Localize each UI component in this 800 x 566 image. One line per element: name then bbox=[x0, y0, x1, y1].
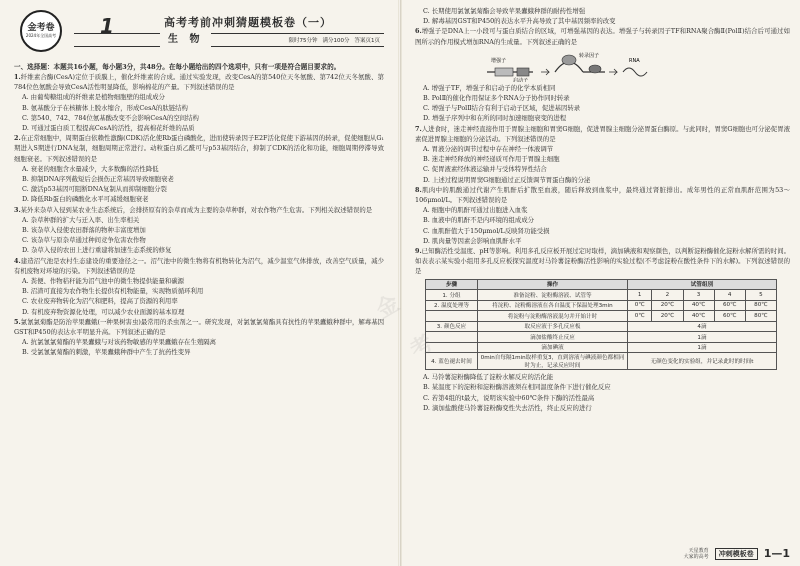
option: A. 杂草种群的扩大与迁入率、出生率相关 bbox=[22, 215, 140, 224]
option: B. 某温度下的淀粉和淀粉酶溶液须在相同温度条件下进行催化反应 bbox=[423, 383, 611, 392]
question-number: 4. bbox=[14, 256, 21, 265]
option: B. 该杂草入侵使农田群落的物种丰富度增加 bbox=[22, 226, 146, 235]
page-footer bbox=[684, 547, 790, 560]
option: A. 细胞中的肌酐可通过出胞进入血浆 bbox=[423, 206, 528, 215]
span-cell: 无颜色变化的实验组，并记录此时的时间t bbox=[628, 353, 777, 370]
option: D. 解毒基因GST和P450的表达水平升高导致了其中基因频率的改变 bbox=[423, 17, 616, 26]
question-8 bbox=[415, 185, 790, 205]
value-cell: 20℃ bbox=[652, 311, 683, 322]
footer-brand bbox=[684, 548, 709, 560]
operation-cell: 0min自每隔1min取样重复3，直到溶液与碘液颜色都相同时为止，记录反应时间 bbox=[478, 353, 628, 370]
question-5 bbox=[14, 317, 384, 337]
logo-subtext: 2024年全国高考 bbox=[25, 33, 57, 38]
value-cell: 4 bbox=[714, 290, 745, 301]
option: D. 滴加盐酸使马铃薯淀粉酶变性失去活性，终止反应的进行 bbox=[423, 403, 592, 412]
option: C. 该杂草与原杂草通过种间竞争危害农作物 bbox=[22, 236, 146, 245]
brand-logo bbox=[20, 10, 62, 52]
table-body bbox=[426, 290, 777, 370]
option: B. 氨基酸分子在核糖体上脱水缩合，形成CesA的肽链结构 bbox=[22, 103, 188, 112]
table-header: 步骤 bbox=[426, 279, 478, 290]
span-cell: 4滴 bbox=[628, 321, 777, 332]
option: B. 血液中的肌酐不是内环境的组成成分 bbox=[423, 216, 535, 225]
footer-paper-name: 冲刺模板卷 bbox=[715, 548, 758, 560]
option: D. 上述过程说明胃窦G细胞通过正反馈调节胃蛋白酶的分泌 bbox=[423, 175, 591, 184]
enhancer-diagram-svg bbox=[485, 48, 655, 82]
question-stem: 在正常细胞中，周期蛋白依赖性激酶(CDK)活化使Rb蛋白磷酸化，进而使转录因子E2F活化促使下游基因的转录，促使细胞从G₁期进入S期进行DNA复制，细胞周期正常进行。动粒蛋白质乙酰可与p53基因结合，抑制了CDK的活化和功能，细胞周期停滞导致细胞衰老。下列叙述错误的是 bbox=[14, 134, 384, 163]
value-cell: 40℃ bbox=[683, 311, 714, 322]
question-stem: 人进食时，迷走神经直接作用于胃腺主细胞和胃窦G细胞，促进胃腺主细胞分泌胃蛋白酶原。与此同时，胃窦G细胞也可分泌促胃液素促进胃腺主细胞的分泌活动。下列叙述错误的是 bbox=[415, 124, 790, 143]
table-header: 操作 bbox=[478, 279, 628, 290]
table-row bbox=[426, 332, 777, 343]
time-limit: 限时75分钟 bbox=[288, 38, 318, 44]
table-row bbox=[426, 342, 777, 353]
value-cell: 40℃ bbox=[683, 300, 714, 311]
watermark-char: 考 bbox=[405, 330, 438, 364]
question-number: 6. bbox=[415, 27, 422, 36]
question-stem: 肌肉中的肌酸通过代谢产生肌酐后扩散至血液，随后释放到血浆中，最终通过肾脏排出。成年男性的正常血肌酐范围为53～106μmol/L。下列叙述错误的是 bbox=[415, 185, 790, 205]
value-cell: 80℃ bbox=[745, 300, 776, 311]
question-number: 3. bbox=[14, 205, 21, 214]
answer-page: 答案页1页 bbox=[354, 38, 380, 44]
question-2 bbox=[14, 133, 384, 164]
question-stem: 增强子是DNA上一小段可与蛋白质结合的区域，可增强基因的表达。增强子与转录因子TF和RNA聚合酶Ⅱ(PolⅡ)结合后可通过如图所示的作用模式增加RNA的生成量。下列叙述正确的是 bbox=[415, 27, 790, 46]
step-cell: 4. 蓝色褪去时间 bbox=[426, 353, 478, 370]
option: A. 马铃薯淀粉酶降低了淀粉水解反应的活化能 bbox=[423, 373, 554, 382]
question-stem: 建造沼气池是农村生态建设的重要途径之一。沼气池中的微生物将有机物转化为沼气，减少温室气体排放，改善空气质量，减少有机废物对环境的污染。下列叙述错误的是 bbox=[14, 256, 384, 275]
option: C. 农业废弃物转化为沼气和肥料，提高了资源的利用率 bbox=[22, 297, 178, 306]
step-cell: 1. 分组 bbox=[426, 290, 478, 301]
option: A. 衰老的细胞含水量减少，大多数酶的活性降低 bbox=[22, 164, 159, 173]
option: D. 降低Rb蛋白的磷酸化水平可减缓细胞衰老 bbox=[22, 195, 149, 204]
option: C. 促胃液素经体液运输并与受体特异性结合 bbox=[423, 165, 547, 174]
question-number: 2. bbox=[14, 134, 21, 143]
table-row bbox=[426, 311, 777, 322]
value-cell: 3 bbox=[683, 290, 714, 301]
logo-text: 金考卷 bbox=[27, 23, 55, 33]
option: B. 迷走神经释放的神经递质可作用于胃腺主细胞 bbox=[423, 155, 560, 164]
step-cell bbox=[426, 332, 478, 343]
option: B. 沼渣可直接为农作物生长提供有机物能量，实现物质循环利用 bbox=[22, 287, 204, 296]
value-cell: 1 bbox=[628, 290, 652, 301]
table-header: 试管组别 bbox=[628, 279, 777, 290]
value-cell: 5 bbox=[745, 290, 776, 301]
question-number: 9. bbox=[415, 247, 422, 256]
question-number: 5. bbox=[14, 317, 21, 326]
step-cell: 3. 颜色反应 bbox=[426, 321, 478, 332]
question-6 bbox=[415, 26, 790, 46]
question-number: 8. bbox=[415, 185, 422, 194]
value-cell: 2 bbox=[652, 290, 683, 301]
option: A. 抗氯氰氯菊酯的苹果蠹蛾与对该药物敏感的苹果蠹蛾存在生殖隔离 bbox=[22, 338, 217, 347]
question-list-left bbox=[14, 72, 384, 358]
table-row bbox=[426, 353, 777, 370]
paper-number: 1 bbox=[100, 14, 114, 38]
experiment-table bbox=[425, 279, 777, 371]
footer-brand-line: 大家的高考 bbox=[683, 553, 709, 560]
page-number: 1—1 bbox=[763, 547, 790, 560]
question-number: 1. bbox=[14, 73, 21, 81]
paper-header bbox=[14, 0, 384, 60]
option: C. 血肌酐值大于150μmol/L反映肾功能受损 bbox=[423, 226, 550, 235]
operation-cell: 准备淀粉、淀粉酶溶液、试管等 bbox=[478, 290, 628, 301]
watermark-char: 金 bbox=[371, 290, 404, 324]
option: A. 增强子TF，增强子和启动子的化学本质相同 bbox=[423, 83, 556, 92]
value-cell: 0℃ bbox=[628, 300, 652, 311]
question-stem: 某外来杂草入侵到某农业生态系统后，会排挤原有的杂草而成为主要的杂草种群，对农作物产生危害。下列相关叙述错误的是 bbox=[20, 205, 373, 214]
option: D. 肌肉量等因素会影响血肌酐水平 bbox=[423, 236, 522, 245]
operation-cell: 取反应液于多孔反应板 bbox=[478, 321, 628, 332]
question-1 bbox=[14, 72, 384, 92]
label-tf: 转录因子 bbox=[579, 52, 600, 59]
subject-label: 生 物 bbox=[160, 31, 211, 49]
option: B. PolⅡ的催化作用保证多个RNA分子协作同时转录 bbox=[423, 94, 570, 103]
operation-cell: 将淀粉、淀粉酶溶液在各自温度下保温处理3min bbox=[478, 300, 628, 311]
value-cell: 60℃ bbox=[714, 300, 745, 311]
option: A. 由葡萄糖组成的纤维素是植物细胞壁的组成成分 bbox=[22, 93, 165, 102]
step-cell: 2. 温度处理等 bbox=[426, 300, 478, 311]
option: C. 增强子与PolⅡ结合有利于启动子区域，促进基因转录 bbox=[423, 104, 581, 113]
table-row bbox=[426, 321, 777, 332]
option: D. 杂草入侵的农田上进行重建将加速生态系统的修复 bbox=[22, 246, 172, 255]
operation-cell: 滴加盐酸终止反应 bbox=[478, 332, 628, 343]
enhancer-diagram bbox=[485, 48, 655, 82]
option: C. 若第4组的t最大，说明该实验中60℃条件下酶的活性最高 bbox=[423, 393, 595, 402]
operation-cell: 滴加碘液 bbox=[478, 342, 628, 353]
question-9 bbox=[415, 246, 790, 277]
full-score: 满分100分 bbox=[322, 38, 350, 44]
option: D. 可通过蛋白质工程提高CesA的活性，提高棉花纤维的品质 bbox=[22, 124, 195, 133]
option: C. 第540、742、784位氨基酸改变不会影响CesA的空间结构 bbox=[22, 113, 199, 122]
footer-brand-line: 天星教育 bbox=[688, 547, 709, 554]
paper-meta bbox=[289, 36, 381, 44]
value-cell: 60℃ bbox=[714, 311, 745, 322]
option: A. 粪便、作物秸秆能为沼气池中的微生物提供能量和碳源 bbox=[22, 277, 185, 286]
option: B. 抑制DNA序列截短后会损伤正常基因导致细胞衰老 bbox=[22, 175, 174, 184]
option: C. 激活p53基因可阻断DNA复制从而抑制细胞分裂 bbox=[22, 185, 167, 194]
option: C. 长期使用氯氰氯菊酯会导致苹果蠹蛾种群的耐药性增强 bbox=[423, 7, 586, 15]
value-cell: 20℃ bbox=[652, 300, 683, 311]
right-column bbox=[400, 0, 800, 566]
value-cell: 80℃ bbox=[745, 311, 776, 322]
section-heading: 一、选择题：本题共16小题，每小题3分，共48分。在每小题给出的四个选项中，只有一项是符合题目要求的。 bbox=[14, 63, 341, 71]
question-stem: 氯氰氯菊酯是防治苹果蠹蛾(一种果树害虫)最常用的杀虫剂之一。研究发现，对氯氰氯菊酯具有抗性的苹果蠹蛾种群中，解毒基因GST和P450的表达水平明显升高。下列叙述正确的是 bbox=[14, 317, 384, 337]
option: D. 增强子序列中和在所的同时加速细胞衰变的进程 bbox=[423, 114, 567, 123]
value-cell: 0℃ bbox=[628, 311, 652, 322]
question-7 bbox=[415, 124, 790, 144]
operation-cell: 将淀粉与淀粉酶溶液混匀并开始计时 bbox=[478, 311, 628, 322]
question-4 bbox=[14, 256, 384, 276]
step-cell bbox=[426, 311, 478, 322]
paper-title: 高考考前冲刺猜题模板卷（一） bbox=[164, 16, 332, 29]
table-row bbox=[426, 300, 777, 311]
span-cell: 1滴 bbox=[628, 332, 777, 343]
label-enhancer: 增强子 bbox=[491, 57, 507, 64]
label-promoter: 启动子 bbox=[513, 77, 529, 82]
question-stem: 纤维素合酶(CesA)定位于质膜上，催化纤维素的合成。通过实验发现，改变CesA的第540位天冬氨酸、第742位天冬氨酸、第784位色氨酸会导致CesA活性明显降低，影响棉花的产量。下列叙述错误的是 bbox=[14, 73, 384, 92]
option: D. 有机废弃物资源化处理，可以减少农业面源的基本原理 bbox=[22, 307, 185, 316]
option: B. 受氯氰氯菊酯的刺激，苹果蠹蛾种群中产生了抗药性变异 bbox=[22, 348, 191, 357]
table-row bbox=[426, 290, 777, 301]
question-stem: 已知酶活性受温度、pH等影响。利用多孔反应板开展过定时取样，滴加碘液和观察颜色，以判断淀粉酶催化淀粉水解所需的时间。如表表示某实验小组用多孔反应板探究温度对马铃薯淀粉酶活性影响的实验过程(不考虑淀粉在酸性条件下的水解)。下列叙述错误的是 bbox=[415, 247, 790, 276]
span-cell: 1滴 bbox=[628, 342, 777, 353]
question-3 bbox=[14, 205, 384, 215]
label-rna: RNA bbox=[629, 57, 640, 64]
option: A. 胃液分泌的调节过程中存在神经一体液调节 bbox=[423, 145, 554, 154]
question-number: 7. bbox=[415, 124, 422, 133]
